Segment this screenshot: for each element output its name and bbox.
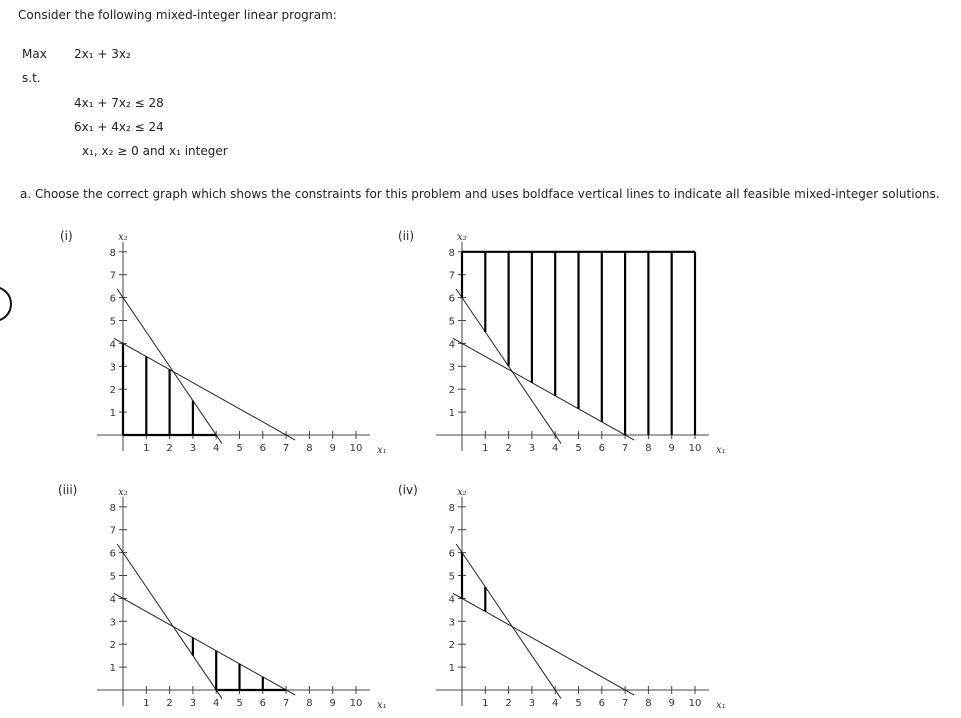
y-tick-label: 6 [109, 293, 116, 305]
x-tick-label: 6 [598, 698, 605, 709]
x-tick-label: 5 [575, 698, 582, 709]
x-tick-label: 6 [598, 443, 605, 454]
x-tick-label: 3 [528, 443, 536, 454]
graph-3 [97, 487, 387, 711]
x-tick-label: 7 [282, 443, 290, 454]
y-tick-label: 2 [448, 385, 455, 397]
y-tick-label: 1 [448, 408, 455, 420]
max-label: Max [22, 47, 47, 61]
y-tick-label: 8 [448, 247, 455, 259]
y-tick-label: 3 [109, 617, 116, 629]
y-tick-label: 1 [109, 663, 116, 675]
constraint-line-2 [456, 544, 561, 699]
constraint-1: 4x₁ + 7x₂ ≤ 28 [74, 96, 164, 110]
y-tick-label: 2 [109, 385, 116, 397]
x-axis-label: x₁ [715, 445, 726, 456]
x-axis-label: x₁ [715, 700, 726, 711]
y-tick-label: 8 [448, 502, 455, 514]
x-tick-label: 7 [282, 698, 290, 709]
x-tick-label: 1 [482, 698, 489, 709]
x-tick-label: 9 [668, 443, 675, 454]
x-tick-label: 7 [621, 443, 629, 454]
y-tick-label: 1 [448, 663, 455, 675]
x-tick-label: 3 [528, 698, 536, 709]
x-tick-label: 3 [189, 698, 197, 709]
x-tick-label: 8 [306, 443, 313, 454]
y-tick-label: 4 [109, 594, 116, 606]
st-label: s.t. [22, 71, 41, 85]
constraint-line-1 [114, 338, 295, 440]
constraint-line-1 [453, 593, 634, 695]
objective-function: 2x₁ + 3x₂ [74, 47, 131, 61]
y-tick-label: 8 [109, 502, 116, 514]
x-tick-label: 10 [349, 443, 363, 454]
y-tick-label: 3 [109, 362, 116, 374]
x-tick-label: 10 [349, 698, 363, 709]
y-tick-label: 4 [109, 339, 116, 351]
y-tick-label: 3 [448, 362, 455, 374]
constraint-line-2 [117, 544, 222, 699]
x-tick-label: 6 [259, 443, 266, 454]
x-tick-label: 2 [166, 698, 173, 709]
y-tick-label: 6 [109, 548, 116, 560]
y-tick-label: 2 [448, 640, 455, 652]
intro-text: Consider the following mixed-integer linear program: [18, 8, 337, 22]
x-tick-label: 9 [329, 443, 336, 454]
x-tick-label: 2 [166, 443, 173, 454]
y-tick-label: 5 [109, 571, 116, 583]
x-tick-label: 1 [143, 698, 150, 709]
x-axis-label: x₁ [376, 700, 387, 711]
y-tick-label: 5 [109, 316, 116, 328]
x-tick-label: 4 [213, 443, 220, 454]
y-tick-label: 4 [448, 339, 455, 351]
x-tick-label: 1 [482, 443, 489, 454]
y-tick-label: 7 [109, 270, 116, 282]
y-tick-label: 5 [448, 316, 455, 328]
x-tick-label: 4 [213, 698, 220, 709]
y-tick-label: 6 [448, 293, 455, 305]
x-tick-label: 4 [552, 698, 559, 709]
x-tick-label: 9 [668, 698, 675, 709]
x-tick-label: 4 [552, 443, 559, 454]
y-tick-label: 6 [448, 548, 455, 560]
x-tick-label: 6 [259, 698, 266, 709]
y-tick-label: 2 [109, 640, 116, 652]
option-label-i[interactable]: (i) [60, 229, 73, 243]
x-tick-label: 5 [236, 443, 243, 454]
x-tick-label: 2 [505, 698, 512, 709]
y-axis-label: x₂ [118, 231, 128, 243]
x-tick-label: 8 [306, 698, 313, 709]
x-tick-label: 3 [189, 443, 197, 454]
x-tick-label: 8 [645, 698, 652, 709]
y-tick-label: 5 [448, 571, 455, 583]
option-label-ii[interactable]: (ii) [398, 229, 415, 243]
x-tick-label: 8 [645, 443, 652, 454]
x-tick-label: 10 [688, 443, 702, 454]
y-axis-label: x₂ [457, 231, 467, 243]
x-tick-label: 5 [575, 443, 582, 454]
y-tick-label: 8 [109, 247, 116, 259]
graph-1 [97, 232, 387, 456]
y-axis-label: x₂ [457, 486, 467, 498]
x-axis-label: x₁ [376, 445, 387, 456]
y-tick-label: 3 [448, 617, 455, 629]
x-tick-label: 5 [236, 698, 243, 709]
y-axis-label: x₂ [118, 486, 128, 498]
y-tick-label: 7 [448, 525, 455, 537]
x-tick-label: 7 [621, 698, 629, 709]
question-text: a. Choose the correct graph which shows the constraints for this problem and uses boldface vertical lines to indicate all feasible mixed-integer solutions. [20, 187, 940, 201]
graph-4 [436, 487, 726, 711]
y-tick-label: 4 [448, 594, 455, 606]
x-tick-label: 9 [329, 698, 336, 709]
y-tick-label: 7 [109, 525, 116, 537]
x-tick-label: 10 [688, 698, 702, 709]
x-tick-label: 1 [143, 443, 150, 454]
constraint-3: x₁, x₂ ≥ 0 and x₁ integer [82, 144, 228, 158]
option-label-iii[interactable]: (iii) [58, 483, 78, 497]
constraint-line-1 [453, 338, 634, 440]
y-tick-label: 7 [448, 270, 455, 282]
y-tick-label: 1 [109, 408, 116, 420]
constraint-line-1 [114, 593, 295, 695]
constraint-2: 6x₁ + 4x₂ ≤ 24 [74, 120, 164, 134]
x-tick-label: 2 [505, 443, 512, 454]
graph-2 [436, 232, 726, 456]
option-label-iv[interactable]: (iv) [398, 483, 418, 497]
